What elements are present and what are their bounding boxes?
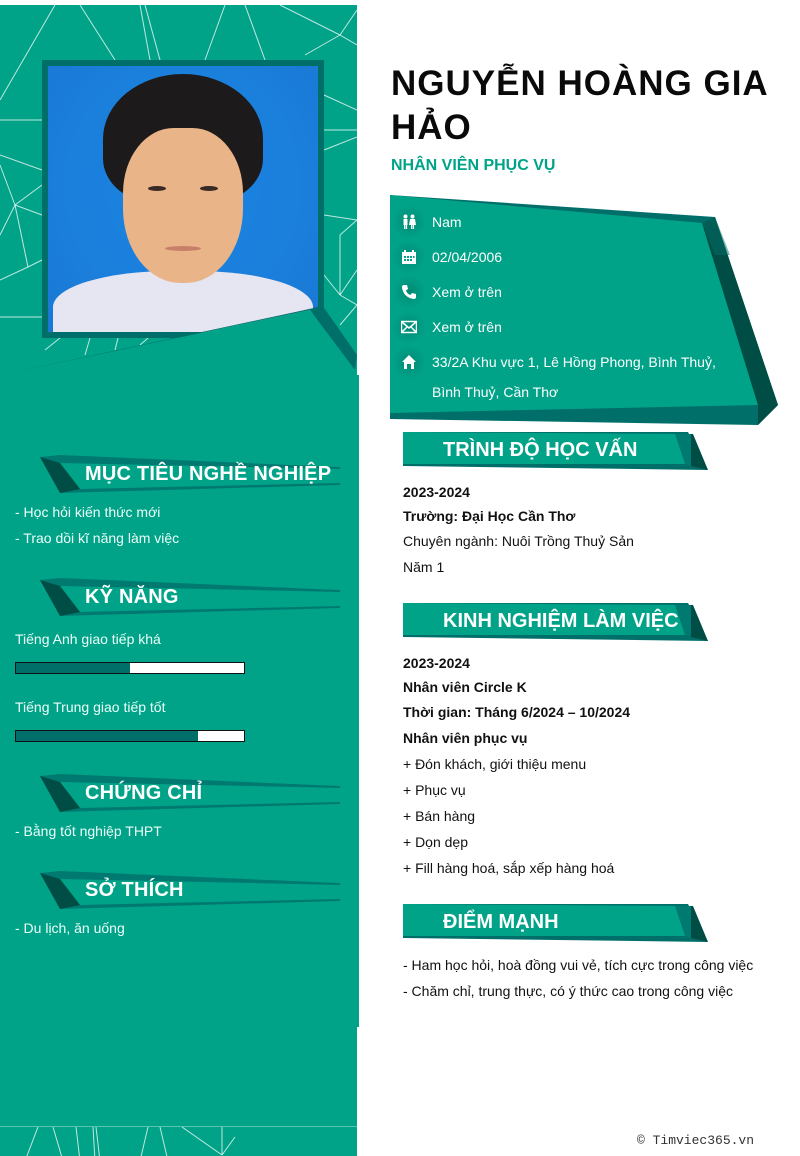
contact-value: Nam [432,214,462,230]
strength-item: - Chăm chỉ, trung thực, có ý thức cao trong công việc [403,983,733,999]
experience-company: Nhân viên Circle K [403,679,527,695]
section-header-skills [40,578,340,618]
experience-duty: + Dọn dẹp [403,834,468,850]
profile-photo [48,66,318,332]
left-spacer-block [0,1027,357,1127]
calendar-icon [392,240,426,274]
skill-label: Tiếng Anh giao tiếp khá [15,631,161,647]
certificate-item: - Bằng tốt nghiệp THPT [15,823,162,839]
hobbies-list [15,915,125,941]
contact-info-box [390,195,782,427]
copyright-footer: © Timviec365.vn [637,1133,755,1148]
skill-progress-fill [16,663,130,673]
home-icon [392,345,426,379]
section-header-experience [403,603,713,643]
skill-progress-fill [16,731,198,741]
section-title: KỸ NĂNG [85,586,179,608]
experience-duty: + Đón khách, giới thiệu menu [403,756,587,772]
section-title: CHỨNG CHỈ [85,782,203,804]
contact-birthdate [390,242,502,272]
hobby-item: - Du lịch, ăn uống [15,920,125,936]
photo-ribbon-decoration [0,295,360,385]
objective-item: - Trao dồi kĩ năng làm việc [15,530,180,546]
email-icon [392,310,426,344]
job-title: NHÂN VIÊN PHỤC VỤ [391,157,556,174]
contact-value: Xem ở trên [432,284,502,300]
education-school: Trường: Đại Học Cần Thơ [403,508,576,524]
section-title: TRÌNH ĐỘ HỌC VẤN [443,439,638,461]
gender-icon [392,205,426,239]
contact-value: 33/2A Khu vực 1, Lê Hồng Phong, Bình Thuỷ, [432,354,716,370]
education-period: 2023-2024 [403,484,470,500]
contact-gender [390,207,462,237]
certificates-list [15,818,162,844]
contact-phone [390,277,502,307]
education-year: Năm 1 [403,559,445,575]
contact-email [390,312,502,342]
contact-address [390,347,716,377]
contact-value: 02/04/2006 [432,249,503,265]
phone-icon [392,275,426,309]
section-header-certificates [40,774,340,814]
section-header-hobbies [40,871,340,911]
experience-duty: + Phục vụ [403,782,466,798]
section-header-objective [40,455,340,495]
strength-item: - Ham học hỏi, hoà đồng vui vẻ, tích cực trong công việc [403,957,754,973]
candidate-name: NGUYỄN HOÀNG GIA HẢO [391,64,768,147]
experience-duty: + Fill hàng hoá, sắp xếp hàng hoá [403,860,615,876]
skill-progress-bar [15,730,245,742]
section-header-education [403,432,713,472]
objective-item: - Học hỏi kiến thức mới [15,504,161,520]
section-title: KINH NGHIỆM LÀM VIỆC [443,610,679,632]
contact-value: Xem ở trên [432,319,502,335]
experience-period: 2023-2024 [403,655,470,671]
education-major: Chuyên ngành: Nuôi Trồng Thuỷ Sản [403,533,634,549]
skill-label: Tiếng Trung giao tiếp tốt [15,699,166,715]
geometric-pattern-bottom [0,1127,357,1156]
experience-position: Nhân viên phục vụ [403,730,528,746]
section-title: MỤC TIÊU NGHỀ NGHIỆP [85,463,332,485]
experience-duty: + Bán hàng [403,808,476,824]
section-title: ĐIỂM MẠNH [443,911,559,933]
section-title: SỞ THÍCH [85,879,184,901]
contact-address-line2: Bình Thuỷ, Cần Thơ [432,384,559,400]
skill-progress-bar [15,662,245,674]
experience-time: Thời gian: Tháng 6/2024 – 10/2024 [403,704,631,720]
objective-list [15,499,179,551]
section-header-strengths [403,904,713,944]
